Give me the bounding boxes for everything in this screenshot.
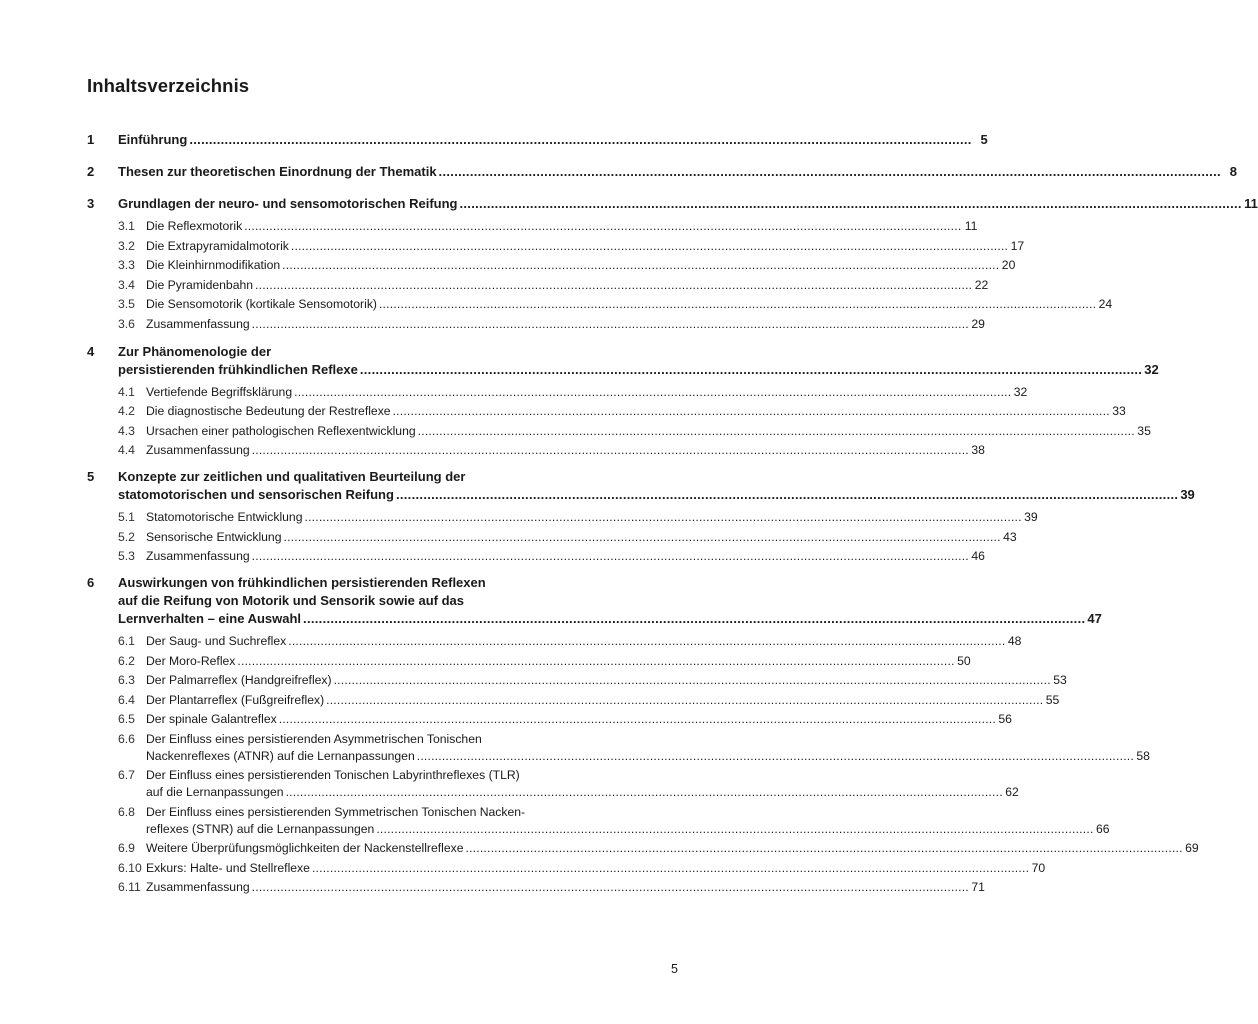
section-page-number: 32: [1013, 384, 1028, 399]
section-title-line: [146, 277, 988, 294]
section-number: 6.4: [118, 692, 135, 707]
section-number: 3.6: [118, 316, 135, 331]
chapter-number: 5: [87, 469, 95, 484]
dot-leader: [252, 548, 969, 565]
chapter-page-number: 47: [1087, 611, 1102, 626]
section-number: 6.6: [118, 731, 135, 746]
chapter-heading[interactable]: [87, 131, 988, 149]
section-title-text: Zusammenfassung: [146, 549, 250, 563]
section-page-number: 71: [971, 880, 985, 894]
section-number: 4.4: [118, 443, 135, 457]
chapter-page-number: 5: [980, 132, 988, 147]
section-title-line: [146, 316, 985, 333]
chapter-heading[interactable]: [87, 195, 1258, 213]
toc-section[interactable]: [118, 653, 971, 670]
dot-leader: [282, 257, 999, 274]
section-number: 6.2: [118, 653, 135, 668]
section-title: [146, 548, 985, 565]
section-title-line: [146, 879, 985, 896]
section-title: [146, 218, 977, 235]
section-title-line: [146, 548, 985, 565]
section-title: [146, 672, 1067, 689]
chapter-title-line: [118, 163, 1237, 181]
toc-title: Inhaltsverzeichnis: [87, 75, 250, 96]
toc-section[interactable]: [118, 316, 985, 333]
chapter-title-text: Lernverhalten – eine Auswahl: [118, 611, 302, 626]
dot-leader: [252, 316, 969, 333]
section-list: [87, 509, 1038, 565]
chapter-number: 6: [87, 575, 95, 590]
section-title-line: [146, 804, 1110, 821]
section-number: 3.3: [118, 258, 135, 272]
chapter-title-text: auf die Reifung von Motorik und Sensorik sowie auf das: [118, 593, 464, 608]
toc-section[interactable]: [118, 442, 985, 459]
dot-leader: [252, 442, 969, 459]
page-number: 5: [671, 962, 678, 976]
dot-leader: [288, 633, 1005, 650]
chapter-title-text: Grundlagen der neuro- und sensomotorischen Reifung: [118, 196, 458, 211]
section-title-line: [146, 821, 1110, 838]
chapter-heading[interactable]: [87, 163, 1237, 181]
dot-leader: [312, 860, 1029, 877]
section-title-text: Der Moro-Reflex: [146, 653, 236, 668]
section-number: 4.2: [118, 404, 135, 418]
dot-leader: [439, 163, 1221, 181]
section-title-text: Der Einfluss eines persistierenden Symmetrischen Tonischen Nacken-: [146, 804, 526, 819]
chapter-number: 2: [87, 164, 95, 179]
toc-section[interactable]: [118, 238, 1025, 255]
dot-leader: [284, 529, 1001, 546]
section-title-line: [146, 257, 1015, 274]
section-number: 6.8: [118, 804, 135, 819]
dot-leader: [417, 748, 1134, 765]
section-number: 3.4: [118, 277, 135, 292]
section-title-line: [146, 238, 1024, 255]
toc-section[interactable]: [118, 633, 1022, 650]
section-page-number: 38: [971, 443, 985, 457]
section-title-line: [146, 403, 1126, 420]
section-title-text: Weitere Überprüfungsmöglichkeiten der Nackenstellreflexe: [146, 841, 464, 855]
chapter-title-line: [118, 195, 1258, 213]
section-title: [146, 238, 1024, 255]
chapter-title: [118, 343, 1159, 379]
toc-section[interactable]: [118, 767, 1019, 801]
chapter-title-text: Zur Phänomenologie der: [118, 343, 272, 359]
section-page-number: 58: [1136, 748, 1150, 763]
section-title: [146, 731, 1150, 765]
chapter-title-line: [118, 574, 1102, 592]
dot-leader: [237, 653, 954, 670]
toc-section[interactable]: [118, 257, 1016, 274]
section-title-text: Zusammenfassung: [146, 880, 250, 894]
section-title: [146, 509, 1038, 526]
toc-section[interactable]: [118, 218, 978, 235]
dot-leader: [294, 384, 1011, 401]
toc-section[interactable]: [118, 296, 1113, 313]
section-page-number: 24: [1098, 297, 1113, 311]
section-title: [146, 840, 1199, 857]
chapter-title-line: [118, 610, 1102, 628]
section-page-number: 43: [1003, 529, 1017, 544]
chapter-number: 3: [87, 196, 95, 211]
dot-leader: [286, 784, 1003, 801]
section-title-line: [146, 653, 971, 670]
section-list: [87, 384, 1151, 460]
dot-leader: [303, 610, 1085, 628]
section-title-line: [146, 840, 1199, 857]
toc-section[interactable]: [118, 277, 989, 294]
section-title-line: [146, 672, 1067, 689]
chapter-heading[interactable]: [87, 574, 1102, 628]
dot-leader: [418, 423, 1135, 440]
toc-section[interactable]: [118, 529, 1017, 546]
dot-leader: [189, 131, 971, 149]
chapter-title-line: [118, 361, 1159, 379]
section-title-line: [146, 784, 1019, 801]
section-number: 6.10: [118, 860, 142, 875]
section-title-text: Der Einfluss eines persistierenden Asymmetrischen Tonischen: [146, 731, 482, 746]
section-title: [146, 277, 988, 294]
section-title-text: Der Einfluss eines persistierenden Tonischen Labyrinthreflexes (TLR): [146, 768, 520, 782]
section-title: [146, 633, 1021, 650]
chapter-title-text: persistierenden frühkindlichen Reflexe: [118, 361, 358, 377]
chapter-title-text: Auswirkungen von frühkindlichen persistierenden Reflexen: [118, 575, 486, 590]
section-title: [146, 653, 971, 670]
toc-section[interactable]: [118, 423, 1151, 440]
section-page-number: 62: [1005, 785, 1019, 799]
dot-leader: [291, 238, 1008, 255]
section-title-line: [146, 860, 1045, 877]
toc-section[interactable]: [118, 548, 985, 565]
section-title-text: Der spinale Galantreflex: [146, 712, 277, 726]
section-title-line: [146, 748, 1150, 765]
section-title: [146, 767, 1019, 801]
section-page-number: 20: [1001, 258, 1016, 272]
dot-leader: [396, 486, 1178, 504]
section-page-number: 48: [1007, 634, 1022, 648]
section-title-line: [146, 731, 1150, 748]
section-title-text: Ursachen einer pathologischen Reflexentwicklung: [146, 423, 416, 438]
chapter-title: [118, 468, 1195, 504]
section-title-line: [146, 509, 1038, 526]
section-page-number: 11: [964, 219, 978, 233]
section-number: 3.2: [118, 238, 135, 253]
toc-chapter: [87, 131, 988, 149]
chapter-page-number: 32: [1144, 361, 1159, 377]
toc-section[interactable]: [118, 509, 1038, 526]
dot-leader: [244, 218, 961, 235]
section-title-text: Die diagnostische Bedeutung der Restreflexe: [146, 404, 391, 418]
toc-section[interactable]: [118, 711, 1012, 728]
chapter-title: [118, 163, 1237, 181]
section-title: [146, 879, 985, 896]
dot-leader: [465, 840, 1182, 857]
chapter-page-number: 8: [1229, 164, 1237, 179]
table-of-contents: [87, 121, 1258, 899]
section-title: [146, 403, 1126, 420]
section-list: [87, 218, 1113, 333]
section-title: [146, 711, 1012, 728]
section-title-text: Die Kleinhirnmodifikation: [146, 258, 281, 272]
dot-leader: [459, 195, 1241, 213]
section-title-line: [146, 529, 1017, 546]
section-page-number: 46: [971, 549, 985, 563]
chapter-title: [118, 131, 988, 149]
section-number: 6.7: [118, 768, 135, 782]
section-title-text: Die Extrapyramidalmotorik: [146, 238, 289, 253]
toc-section[interactable]: [118, 384, 1028, 401]
section-title: [146, 529, 1017, 546]
section-title-text: Zusammenfassung: [146, 443, 250, 457]
chapter-number: 4: [87, 343, 95, 359]
toc-chapter: [87, 195, 1258, 333]
section-title-text: Der Palmarreflex (Handgreifreflex): [146, 673, 332, 687]
dot-leader: [326, 692, 1043, 709]
section-title-text: Die Pyramidenbahn: [146, 277, 254, 292]
section-number: 4.3: [118, 423, 135, 438]
section-title-text: Die Reflexmotorik: [146, 219, 243, 233]
section-title-text: Statomotorische Entwicklung: [146, 510, 303, 524]
section-title-text: Zusammenfassung: [146, 316, 250, 331]
section-title: [146, 257, 1015, 274]
dot-leader: [255, 277, 972, 294]
toc-chapter: [87, 163, 1237, 181]
chapter-title-line: [118, 468, 1195, 486]
dot-leader: [393, 403, 1110, 420]
section-title-line: [146, 692, 1059, 709]
dot-leader: [379, 296, 1096, 313]
section-title-line: [146, 218, 977, 235]
section-title-text: Die Sensomotorik (kortikale Sensomotorik): [146, 297, 377, 311]
section-list: [87, 633, 1199, 896]
section-title-text: Sensorische Entwicklung: [146, 529, 282, 544]
chapter-title: [118, 195, 1258, 213]
toc-section[interactable]: [118, 672, 1067, 689]
section-page-number: 69: [1185, 841, 1199, 855]
toc-chapter: [87, 468, 1195, 565]
section-title-line: [146, 384, 1027, 401]
chapter-title-text: Einführung: [118, 132, 188, 147]
section-title: [146, 860, 1045, 877]
toc-chapter: [87, 574, 1199, 896]
section-page-number: 39: [1024, 510, 1038, 524]
dot-leader: [279, 711, 996, 728]
chapter-number: 1: [87, 132, 95, 147]
section-title-line: [146, 423, 1151, 440]
section-title-text: Der Saug- und Suchreflex: [146, 634, 287, 648]
section-number: 5.3: [118, 549, 135, 563]
dot-leader: [252, 879, 969, 896]
dot-leader: [334, 672, 1051, 689]
section-page-number: 55: [1045, 692, 1060, 707]
section-page-number: 17: [1010, 238, 1025, 253]
section-title-text: Exkurs: Halte- und Stellreflexe: [146, 860, 310, 875]
chapter-heading[interactable]: [87, 468, 1195, 504]
toc-section[interactable]: [118, 860, 1046, 877]
section-title-text: Vertiefende Begriffsklärung: [146, 384, 293, 399]
section-number: 6.11: [118, 880, 141, 894]
section-title-line: [146, 767, 1019, 784]
section-number: 6.1: [118, 634, 135, 648]
chapter-title: [118, 574, 1102, 628]
section-title: [146, 316, 985, 333]
toc-section[interactable]: [118, 840, 1199, 857]
section-title-text: auf die Lernanpassungen: [146, 785, 284, 799]
section-number: 6.5: [118, 712, 135, 726]
section-page-number: 50: [957, 653, 971, 668]
section-number: 4.1: [118, 384, 135, 399]
section-title-line: [146, 296, 1112, 313]
section-number: 5.2: [118, 529, 135, 544]
dot-leader: [360, 361, 1142, 379]
toc-section[interactable]: [118, 804, 1110, 838]
chapter-title-line: [118, 131, 988, 149]
section-number: 5.1: [118, 510, 135, 524]
section-title: [146, 384, 1027, 401]
toc-chapter: [87, 343, 1159, 460]
chapter-page-number: 11: [1244, 196, 1258, 211]
chapter-title-line: [118, 343, 1159, 361]
section-number: 6.9: [118, 841, 135, 855]
section-page-number: 33: [1112, 404, 1126, 418]
section-title: [146, 423, 1151, 440]
section-title-line: [146, 711, 1012, 728]
chapter-title-text: statomotorischen und sensorischen Reifung: [118, 487, 394, 502]
section-title: [146, 296, 1112, 313]
chapter-title-line: [118, 486, 1195, 504]
section-page-number: 66: [1095, 821, 1110, 836]
toc-section[interactable]: [118, 731, 1150, 765]
section-number: 6.3: [118, 673, 135, 687]
section-page-number: 22: [974, 277, 989, 292]
chapter-title-text: Konzepte zur zeitlichen und qualitativen Beurteilung der: [118, 469, 466, 484]
toc-section[interactable]: [118, 692, 1060, 709]
section-title: [146, 692, 1059, 709]
section-number: 3.5: [118, 297, 135, 311]
section-number: 3.1: [118, 219, 135, 233]
chapter-page-number: 39: [1180, 487, 1195, 502]
section-title: [146, 442, 985, 459]
section-page-number: 35: [1137, 423, 1151, 438]
chapter-heading[interactable]: [87, 343, 1159, 379]
dot-leader: [304, 509, 1021, 526]
section-title-line: [146, 633, 1021, 650]
toc-section[interactable]: [118, 879, 985, 896]
chapter-title-text: Thesen zur theoretischen Einordnung der Thematik: [118, 164, 437, 179]
section-title-text: Der Plantarreflex (Fußgreifreflex): [146, 692, 325, 707]
section-title-line: [146, 442, 985, 459]
toc-section[interactable]: [118, 403, 1126, 420]
chapter-title-line: [118, 592, 1102, 610]
section-title-text: Nackenreflexes (ATNR) auf die Lernanpassungen: [146, 748, 415, 763]
section-page-number: 70: [1031, 860, 1046, 875]
dot-leader: [376, 821, 1093, 838]
section-page-number: 29: [971, 316, 985, 331]
section-title: [146, 804, 1110, 838]
section-title-text: reflexes (STNR) auf die Lernanpassungen: [146, 821, 375, 836]
section-page-number: 53: [1053, 673, 1067, 687]
section-page-number: 56: [998, 712, 1012, 726]
